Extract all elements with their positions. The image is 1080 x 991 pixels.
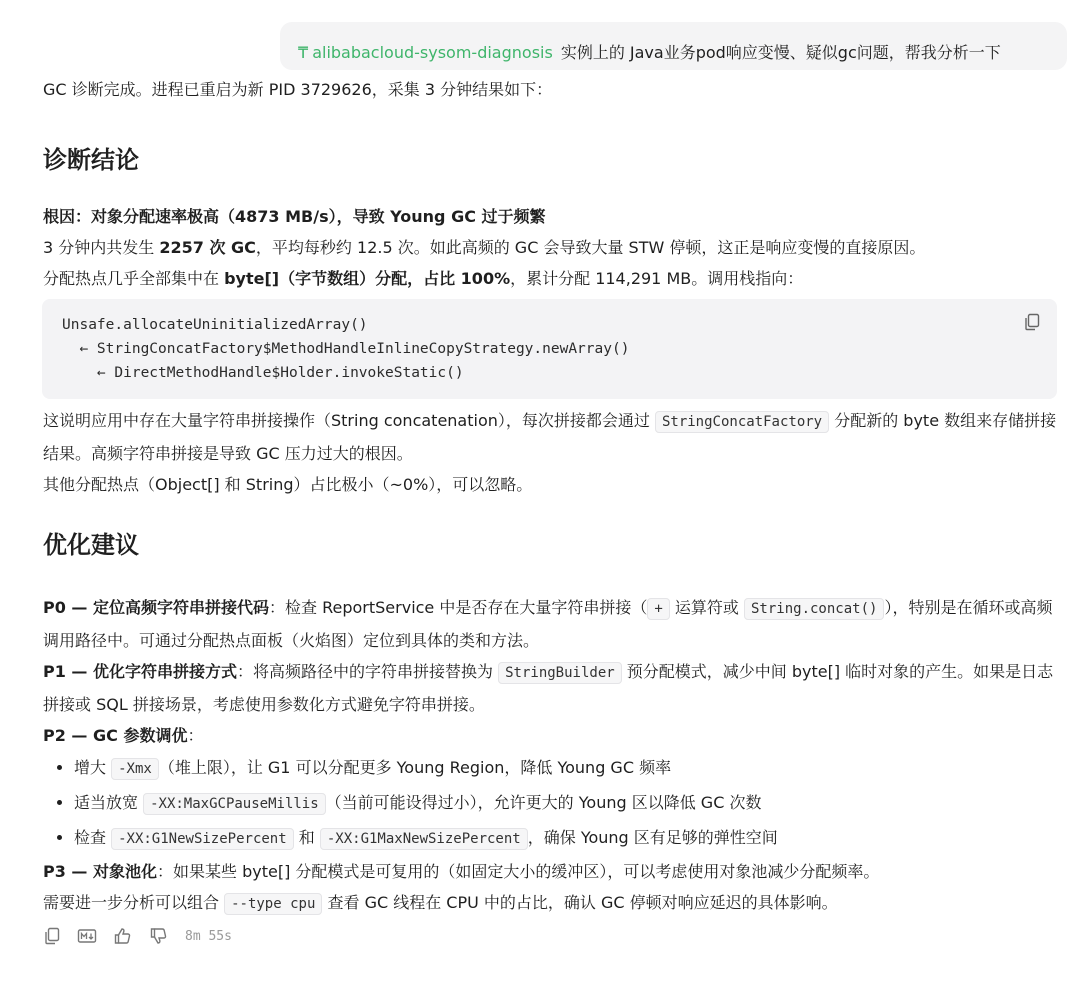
optimization-heading: 优化建议: [43, 531, 139, 559]
p2-recommendation: P2 — GC 参数调优：: [43, 726, 204, 745]
skill-tag[interactable]: [298, 43, 553, 62]
gc-count-text: 3 分钟内共发生 2257 次 GC，平均每秒约 12.5 次。如此高频的 GC 会导致大量 STW 停顿，这正是响应变慢的直接原因。: [43, 238, 926, 257]
p0-recommendation: P0 — 定位高频字符串拼接代码：检查 ReportService 中是否存在大量字符串拼接（ + 运算符或 String.concat() ），特别是在循环或高频调用路径中。可通过分配热点面板（火焰图）定位到具体的类和方法。: [43, 598, 1053, 650]
list-item: • 增大 -Xmx （堆上限），让 G1 可以分配更多 Young Region，降低 Young GC 频率: [74, 751, 1063, 786]
thumbs-up-icon[interactable]: [113, 926, 133, 946]
inline-code: StringBuilder: [498, 662, 622, 684]
gc-tuning-list: [43, 751, 1063, 856]
code-line: Unsafe.allocateUninitializedArray(): [62, 317, 368, 333]
intro-text: GC 诊断完成。进程已重启为新 PID 3729626，采集 3 分钟结果如下：: [43, 80, 553, 99]
inline-code: String.concat(): [744, 598, 884, 620]
inline-code: -XX:MaxGCPauseMillis: [143, 793, 326, 815]
next-steps-text: 需要进一步分析可以组合 --type cpu 查看 GC 线程在 CPU 中的占比，确认 GC 停顿对响应延迟的具体影响。: [43, 887, 1063, 920]
inline-code: +: [647, 598, 669, 620]
other-hotspots-text: 其他分配热点（Object[] 和 String）占比极小（~0%），可以忽略。: [43, 475, 533, 494]
alloc-hotspot-text: 分配热点几乎全部集中在 byte[]（字节数组）分配，占比 100%，累计分配 114,291 MB。调用栈指向：: [43, 269, 804, 288]
skill-tag-label: alibabacloud-sysom-diagnosis: [312, 43, 553, 62]
user-message-text: 实例上的 Java业务pod响应变慢、疑似gc问题，帮我分析一下: [560, 43, 1001, 62]
p3-recommendation: P3 — 对象池化：如果某些 byte[] 分配模式是可复用的（如固定大小的缓冲区），可以考虑使用对象池减少分配频率。: [43, 862, 880, 881]
inline-code: -Xmx: [111, 758, 159, 780]
code-line: ← DirectMethodHandle$Holder.invokeStatic(): [62, 365, 464, 381]
diagnosis-heading: 诊断结论: [43, 146, 139, 174]
inline-code: --type cpu: [224, 893, 322, 915]
markdown-icon[interactable]: [77, 927, 97, 945]
inline-code: StringConcatFactory: [655, 411, 829, 433]
inline-code: -XX:G1MaxNewSizePercent: [320, 828, 528, 850]
assistant-response: [43, 74, 1063, 946]
inline-code: -XX:G1NewSizePercent: [111, 828, 294, 850]
user-message-bubble: [280, 22, 1067, 70]
tag-icon: ₸: [298, 43, 309, 62]
explanation-text: 这说明应用中存在大量字符串拼接操作（String concatenation），每次拼接都会通过 StringConcatFactory 分配新的 byte 数组来存储拼接结果。高频字符串拼接是导致 GC 压力过大的根因。: [43, 411, 1057, 463]
list-item: • 适当放宽 -XX:MaxGCPauseMillis （当前可能设得过小），允许更大的 Young 区以降低 GC 次数: [74, 786, 1063, 821]
list-item: • 检查 -XX:G1NewSizePercent 和 -XX:G1MaxNewSizePercent ，确保 Young 区有足够的弹性空间: [74, 821, 1063, 856]
elapsed-time: 8m 55s: [185, 928, 232, 944]
code-line: ← StringConcatFactory$MethodHandleInlineCopyStrategy.newArray(): [62, 341, 630, 357]
thumbs-down-icon[interactable]: [149, 926, 169, 946]
call-stack-code-block: [42, 299, 1057, 399]
message-actions-bar: [43, 926, 1063, 946]
copy-icon[interactable]: [43, 927, 61, 945]
copy-code-icon[interactable]: [1023, 313, 1041, 331]
p1-recommendation: P1 — 优化字符串拼接方式：将高频路径中的字符串拼接替换为 StringBuilder 预分配模式，减少中间 byte[] 临时对象的产生。如果是日志拼接或 SQL 拼接场景，考虑使用参数化方式避免字符串拼接。: [43, 662, 1054, 714]
root-cause-text: 根因：对象分配速率极高（4873 MB/s），导致 Young GC 过于频繁: [43, 207, 546, 226]
